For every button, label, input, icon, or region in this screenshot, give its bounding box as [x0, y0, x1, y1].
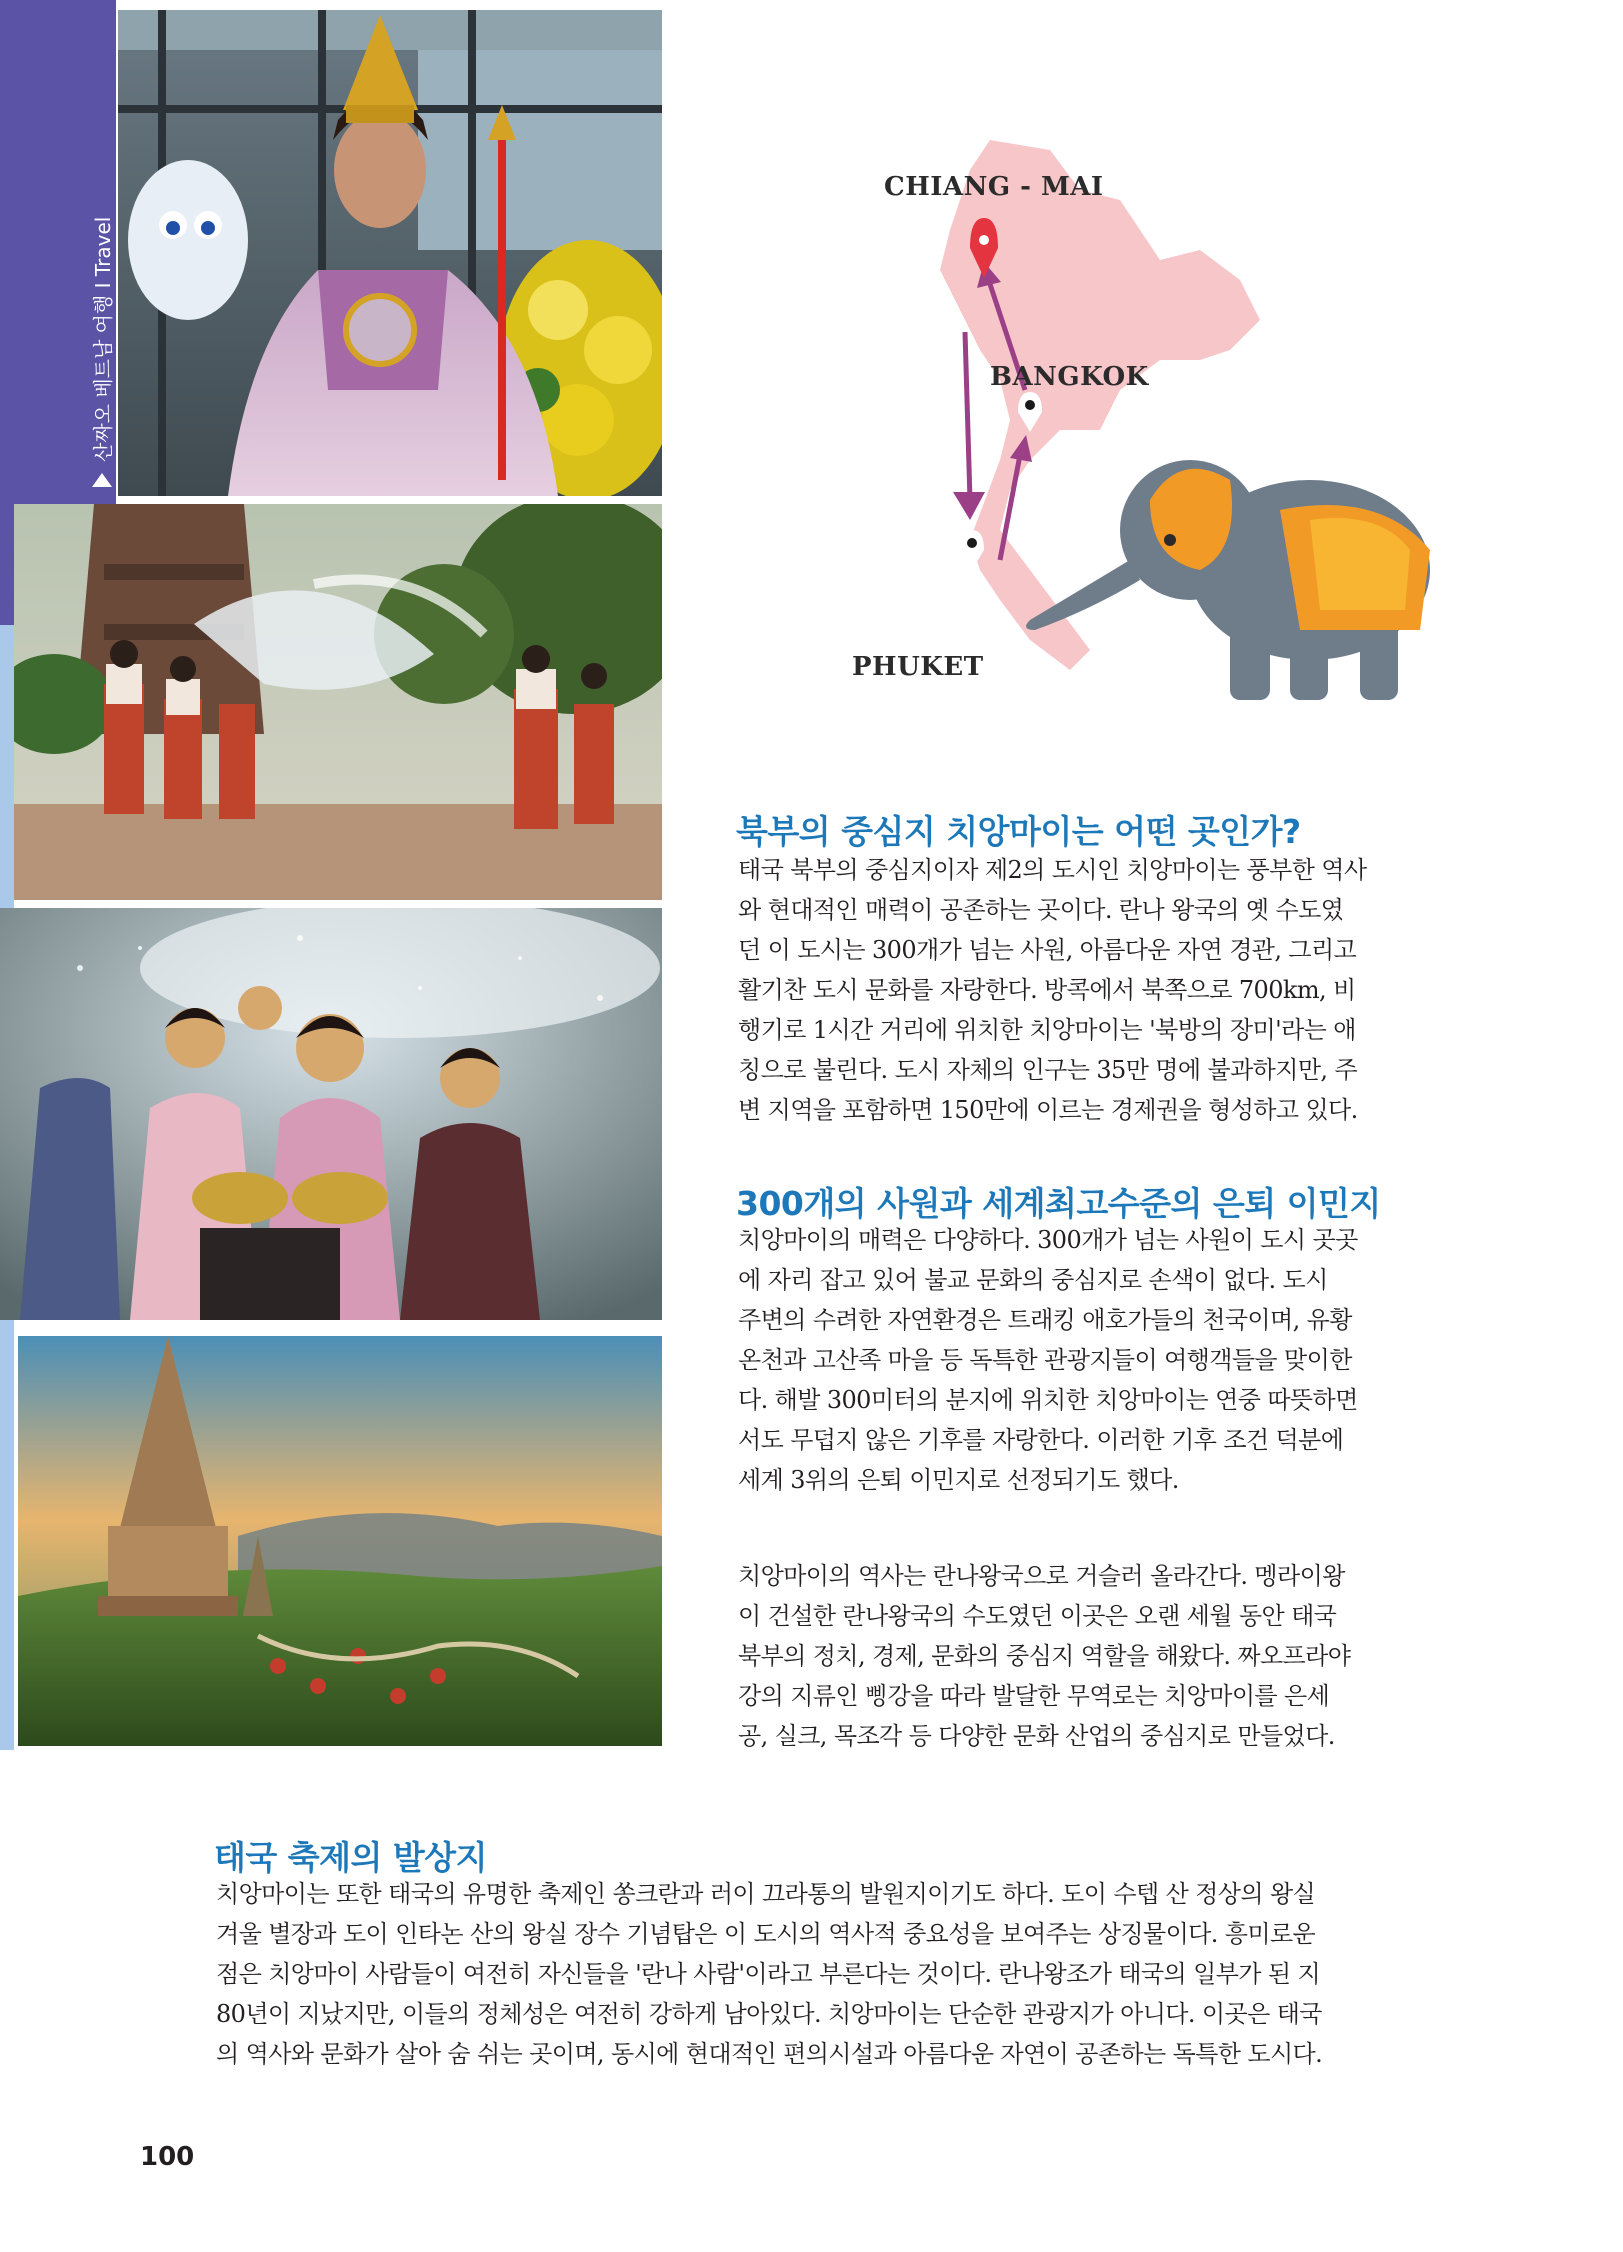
section2-line: 온천과 고산족 마을 등 독특한 관광지들이 여행객들을 맞이한 — [738, 1346, 1352, 1374]
section3-heading: 태국 축제의 발상지 — [214, 1838, 488, 1877]
section3-line: 80년이 지났지만, 이들의 정체성은 여전히 강하게 남아있다. 치앙마이는 단순한 관광지가 아니다. 이곳은 태국 — [216, 2000, 1322, 2028]
section2-body — [738, 1220, 1378, 1500]
section2-line: 세계 3위의 은퇴 이민지로 선정되기도 했다. — [738, 1466, 1179, 1494]
section-label-text: 산짜오 베트남 여행 I Travel — [91, 216, 115, 462]
section-label — [87, 217, 116, 490]
doi-inthanon-pagoda-photo — [18, 1336, 662, 1746]
section1-line: 와 현대적인 매력이 공존하는 곳이다. 란나 왕국의 옛 수도였 — [738, 896, 1344, 924]
section1-line: 던 이 도시는 300개가 넘는 사원, 아름다운 자연 경관, 그리고 — [738, 936, 1357, 964]
section2-line: 강의 지류인 삥강을 따라 발달한 무역로는 치앙마이를 은세 — [738, 1682, 1330, 1710]
map-label-bangkok: BANGKOK — [990, 362, 1149, 392]
section1-heading: 북부의 중심지 치앙마이는 어떤 곳인가? — [736, 812, 1301, 851]
thai-dancer-photo — [118, 10, 662, 496]
section1-line: 칭으로 불린다. 도시 자체의 인구는 35만 명에 불과하지만, 주 — [738, 1056, 1358, 1084]
section1-body — [738, 850, 1378, 1130]
section3-line: 겨울 별장과 도이 인타논 산의 왕실 장수 기념탑은 이 도시의 역사적 중요성을 보여주는 상징물이다. 흥미로운 — [216, 1920, 1316, 1948]
mountain-icon — [92, 473, 112, 487]
section2-line: 이 건설한 란나왕국의 수도였던 이곳은 오랜 세월 동안 태국 — [738, 1602, 1337, 1630]
section2-line: 북부의 정치, 경제, 문화의 중심지 역할을 해왔다. 짜오프라야 — [738, 1642, 1351, 1670]
section2-line: 에 자리 잡고 있어 불교 문화의 중심지로 손색이 없다. 도시 — [738, 1266, 1328, 1294]
songkran-women-splashing-photo — [0, 908, 662, 1320]
section2-body-2 — [738, 1556, 1378, 1756]
section3-line: 의 역사와 문화가 살아 숨 쉬는 곳이며, 동시에 현대적인 편의시설과 아름다운 자연이 공존하는 독특한 도시다. — [216, 2040, 1323, 2068]
section1-line: 변 지역을 포함하면 150만에 이르는 경제권을 형성하고 있다. — [738, 1096, 1358, 1124]
section2-line: 서도 무덥지 않은 기후를 자랑한다. 이러한 기후 조건 덕분에 — [738, 1426, 1344, 1454]
section3-line: 점은 치앙마이 사람들이 여전히 자신들을 '란나 사람'이라고 부른다는 것이다. 란나왕조가 태국의 일부가 된 지 — [216, 1960, 1321, 1988]
section2-heading: 300개의 사원과 세계최고수준의 은퇴 이민지 — [736, 1184, 1381, 1223]
section2-line: 다. 해발 300미터의 분지에 위치한 치앙마이는 연중 따뜻하면 — [738, 1386, 1358, 1414]
section3-line: 치앙마이는 또한 태국의 유명한 축제인 쏭크란과 러이 끄라통의 발원지이기도 하다. 도이 수텝 산 정상의 왕실 — [216, 1880, 1316, 1908]
thailand-map — [820, 130, 1440, 760]
page-number: 100 — [140, 2142, 195, 2172]
section2-line: 공, 실크, 목조각 등 다양한 문화 산업의 중심지로 만들었다. — [738, 1722, 1335, 1750]
section1-line: 태국 북부의 중심지이자 제2의 도시인 치앙마이는 풍부한 역사 — [738, 856, 1367, 884]
section1-line: 행기로 1시간 거리에 위치한 치앙마이는 '북방의 장미'라는 애 — [738, 1016, 1356, 1044]
section3-body — [216, 1874, 1376, 2074]
section2-line: 치앙마이의 역사는 란나왕국으로 거슬러 올라간다. 멩라이왕 — [738, 1562, 1345, 1590]
map-label-phuket: PHUKET — [852, 652, 984, 682]
map-label-chiangmai: CHIANG - MAI — [884, 172, 1104, 202]
section2-line: 주변의 수려한 자연환경은 트래킹 애호가들의 천국이며, 유황 — [738, 1306, 1352, 1334]
songkran-water-festival-photo — [14, 504, 662, 900]
section1-line: 활기찬 도시 문화를 자랑한다. 방콕에서 북쪽으로 700km, 비 — [738, 976, 1356, 1004]
elephant-icon — [1026, 460, 1430, 700]
section2-line: 치앙마이의 매력은 다양하다. 300개가 넘는 사원이 도시 곳곳 — [738, 1226, 1358, 1254]
